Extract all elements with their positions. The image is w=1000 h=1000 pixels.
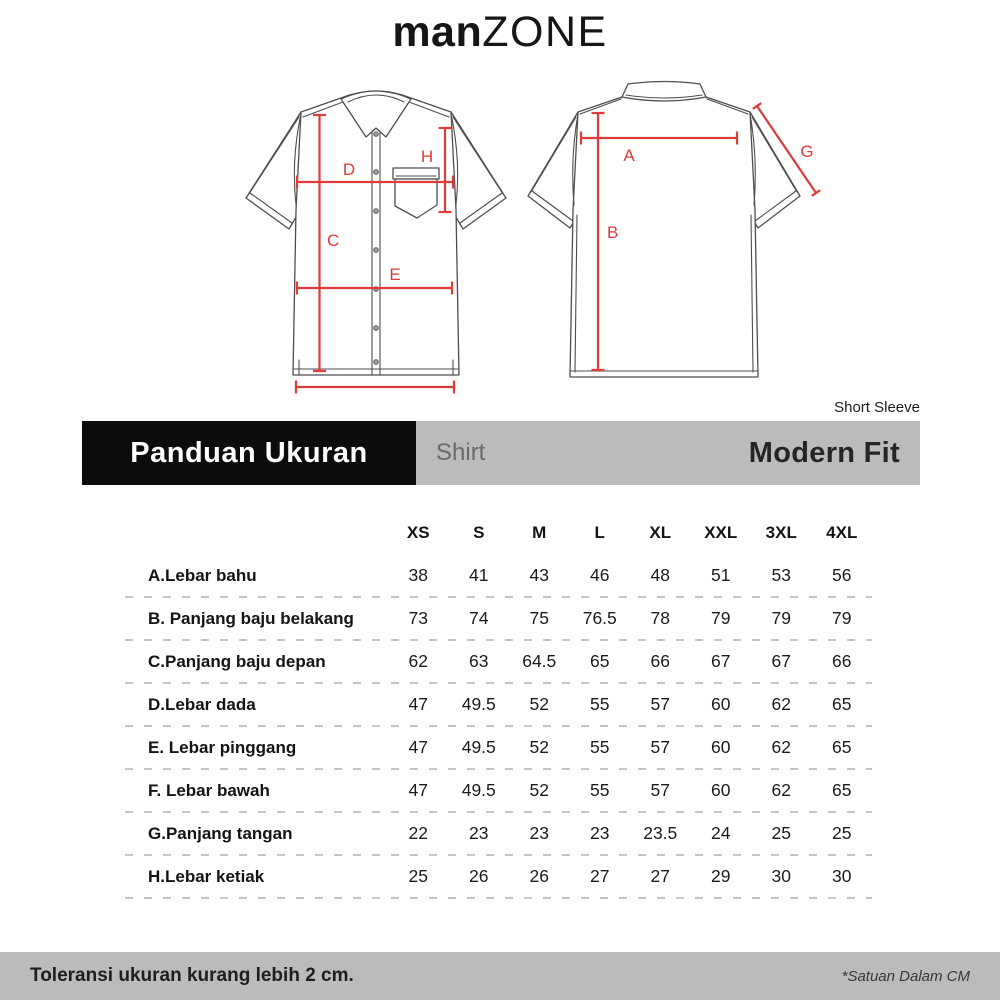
size-value-cell: 25 — [408, 866, 428, 886]
size-value-cell: 23 — [529, 823, 549, 843]
row-label: H.Lebar ketiak — [148, 866, 265, 886]
fit-bar — [416, 421, 920, 485]
size-value-cell: 26 — [529, 866, 549, 886]
size-value-cell: 66 — [832, 651, 852, 671]
size-value-cell: 47 — [408, 737, 428, 757]
size-value-cell: 27 — [650, 866, 670, 886]
sleeve-type-label: Short Sleeve — [834, 399, 920, 416]
size-value-cell: 55 — [590, 694, 610, 714]
size-value-cell: 46 — [590, 565, 610, 585]
measure-label-c: C — [327, 231, 340, 250]
size-value-cell: 62 — [771, 780, 791, 800]
size-value-cell: 49.5 — [461, 694, 496, 714]
size-value-cell: 63 — [469, 651, 489, 671]
row-label: G.Panjang tangan — [148, 823, 293, 843]
table-row — [125, 554, 872, 597]
size-value-cell: 41 — [469, 565, 489, 585]
size-value-cell: 22 — [408, 823, 428, 843]
table-row — [125, 855, 872, 898]
size-value-cell: 49.5 — [461, 780, 496, 800]
size-value-cell: 26 — [469, 866, 489, 886]
size-value-cell: 55 — [590, 737, 610, 757]
section-header — [82, 421, 920, 485]
size-value-cell: 79 — [771, 608, 791, 628]
row-label: D.Lebar dada — [148, 694, 256, 714]
size-value-cell: 57 — [650, 694, 670, 714]
size-value-cell: 62 — [408, 651, 428, 671]
size-value-cell: 78 — [650, 608, 670, 628]
table-row — [125, 597, 872, 640]
size-value-cell: 29 — [711, 866, 731, 886]
size-value-cell: 66 — [650, 651, 670, 671]
size-value-cell: 48 — [650, 565, 670, 585]
size-value-cell: 52 — [529, 694, 549, 714]
shirt-measurement-diagram — [200, 70, 850, 410]
size-value-cell: 65 — [590, 651, 610, 671]
brand-logo-regular: ZONE — [482, 8, 608, 56]
size-value-cell: 60 — [711, 737, 731, 757]
table-row — [125, 812, 872, 855]
shirt-back-view — [528, 82, 800, 378]
size-value-cell: 52 — [529, 780, 549, 800]
brand-logo-bold: man — [392, 8, 483, 56]
size-value-cell: 38 — [408, 565, 428, 585]
footer-bar — [0, 952, 1000, 1000]
size-value-cell: 25 — [832, 823, 852, 843]
unit-note: *Satuan Dalam CM — [841, 967, 970, 985]
size-value-cell: 53 — [771, 565, 791, 585]
column-header: S — [473, 523, 485, 542]
size-value-cell: 65 — [832, 737, 852, 757]
measure-label-h: H — [420, 147, 434, 166]
size-value-cell: 23 — [469, 823, 489, 843]
size-value-cell: 67 — [771, 651, 791, 671]
measure-label-d: D — [342, 160, 356, 179]
row-label: B. Panjang baju belakang — [148, 608, 354, 628]
brand-logo — [0, 8, 1000, 57]
size-value-cell: 52 — [529, 737, 549, 757]
size-value-cell: 62 — [771, 694, 791, 714]
size-table — [125, 512, 872, 898]
fit-type-label: Modern Fit — [748, 436, 900, 469]
size-value-cell: 79 — [711, 608, 731, 628]
shirt-front-view — [246, 91, 506, 375]
table-row — [125, 683, 872, 726]
column-header: L — [594, 523, 605, 542]
page-title: Panduan Ukuran — [82, 421, 416, 485]
size-value-cell: 74 — [469, 608, 489, 628]
table-header-row — [125, 512, 872, 554]
size-value-cell: 73 — [408, 608, 428, 628]
tolerance-note: Toleransi ukuran kurang lebih 2 cm. — [30, 965, 354, 986]
column-header: XS — [406, 523, 430, 542]
row-label: A.Lebar bahu — [148, 565, 257, 585]
size-value-cell: 79 — [832, 608, 852, 628]
size-value-cell: 55 — [590, 780, 610, 800]
size-value-cell: 23 — [590, 823, 610, 843]
row-label: E. Lebar pinggang — [148, 737, 297, 757]
size-value-cell: 51 — [711, 565, 731, 585]
size-value-cell: 60 — [711, 780, 731, 800]
column-header: XL — [649, 523, 672, 542]
measure-label-g: G — [800, 142, 814, 161]
size-value-cell: 75 — [529, 608, 549, 628]
column-header: XXL — [704, 523, 738, 542]
size-value-cell: 27 — [590, 866, 610, 886]
size-value-cell: 56 — [832, 565, 852, 585]
size-value-cell: 47 — [408, 694, 428, 714]
table-row — [125, 640, 872, 683]
column-header: 4XL — [826, 523, 858, 542]
row-label: F. Lebar bawah — [148, 780, 270, 800]
size-value-cell: 24 — [711, 823, 731, 843]
size-value-cell: 30 — [832, 866, 852, 886]
column-header: M — [532, 523, 547, 542]
size-value-cell: 57 — [650, 780, 670, 800]
size-value-cell: 25 — [771, 823, 791, 843]
size-value-cell: 64.5 — [522, 651, 557, 671]
size-value-cell: 65 — [832, 780, 852, 800]
measure-label-e: E — [389, 265, 401, 284]
size-value-cell: 43 — [529, 565, 549, 585]
table-row — [125, 726, 872, 769]
measure-label-b: B — [607, 223, 619, 242]
size-value-cell: 76.5 — [582, 608, 617, 628]
table-row — [125, 769, 872, 812]
size-value-cell: 49.5 — [461, 737, 496, 757]
size-value-cell: 47 — [408, 780, 428, 800]
size-value-cell: 30 — [771, 866, 791, 886]
front-pocket-flap — [393, 168, 439, 179]
column-header: 3XL — [765, 523, 797, 542]
size-value-cell: 67 — [711, 651, 731, 671]
row-label: C.Panjang baju depan — [148, 651, 326, 671]
size-value-cell: 23.5 — [643, 823, 678, 843]
size-value-cell: 65 — [832, 694, 852, 714]
product-type-label: Shirt — [436, 439, 486, 466]
size-value-cell: 60 — [711, 694, 731, 714]
size-value-cell: 62 — [771, 737, 791, 757]
measure-label-a: A — [623, 146, 635, 165]
size-value-cell: 57 — [650, 737, 670, 757]
